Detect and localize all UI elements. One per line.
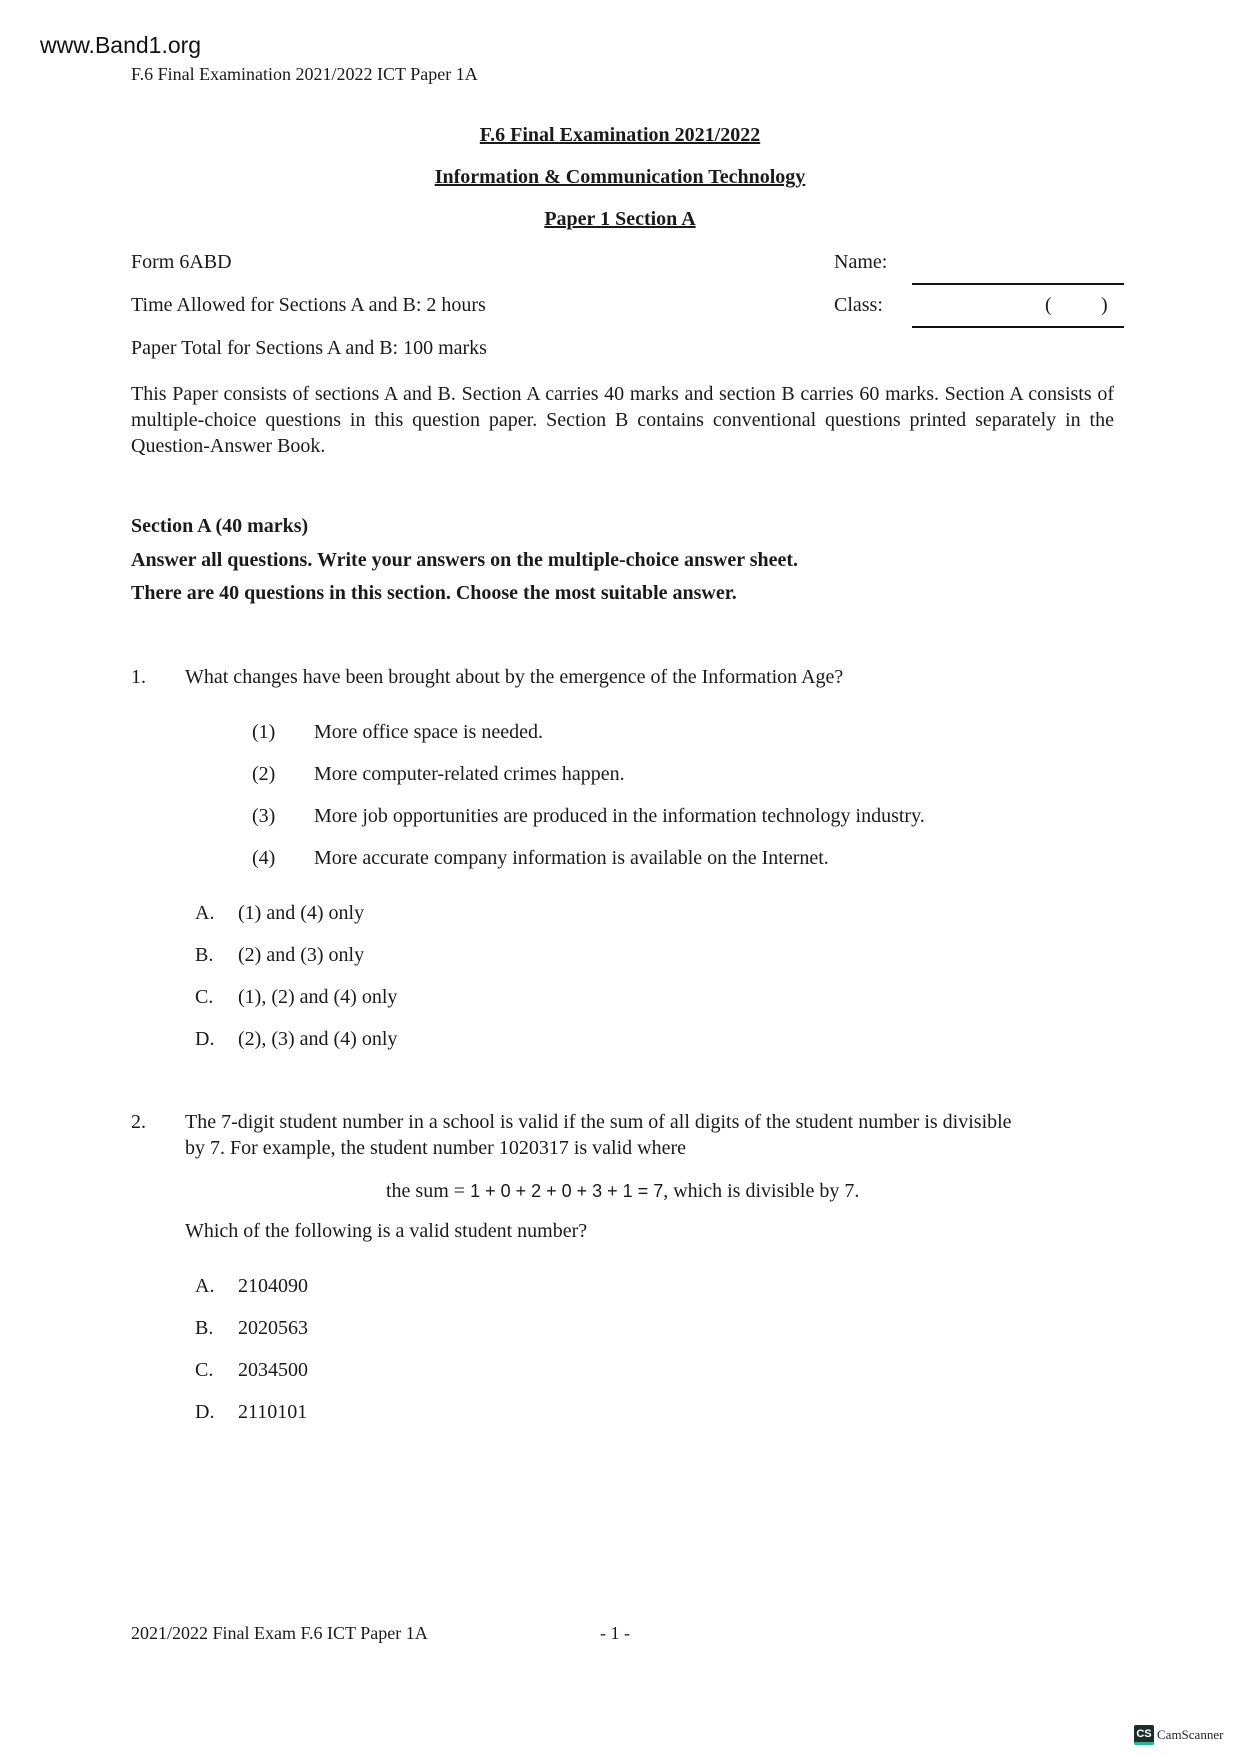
option-letter: B. (195, 1317, 214, 1339)
question-text-line-1: The 7-digit student number in a school is valid if the sum of all digits of the student number is divisible (185, 1111, 1012, 1133)
section-instruction-1: Answer all questions. Write your answers on the multiple-choice answer sheet. (131, 549, 799, 571)
intro-paragraph: This Paper consists of sections A and B. Section A carries 40 marks and section B carries 60 marks. Section A consists of multiple-choice questions in this question paper. Section B contains conventional questions printed separately in the Question-Answer Book. (131, 383, 1114, 457)
option-letter: B. (195, 944, 214, 966)
statement-text: More job opportunities are produced in the information technology industry. (314, 805, 925, 827)
statement-text: More computer-related crimes happen. (314, 763, 625, 785)
option-text: (2), (3) and (4) only (238, 1028, 398, 1050)
example-expression: 1 + 0 + 2 + 0 + 3 + 1 = 7 (470, 1181, 664, 1201)
section-heading: Section A (40 marks) (131, 515, 309, 537)
option-letter: D. (195, 1401, 215, 1423)
option-text: 2110101 (238, 1401, 308, 1423)
class-label: Class: (834, 294, 883, 316)
option-text: 2104090 (238, 1275, 308, 1297)
class-field[interactable] (912, 326, 1124, 328)
option-text: (2) and (3) only (238, 944, 365, 966)
example-prefix: the sum = (386, 1180, 471, 1202)
form-label: Form 6ABD (131, 251, 232, 273)
class-number-close-paren: ) (1101, 294, 1108, 316)
statement-label: (4) (252, 847, 276, 869)
name-field[interactable] (912, 283, 1124, 285)
camscanner-label: CamScanner (1157, 1727, 1224, 1742)
footer-text: 2021/2022 Final Exam F.6 ICT Paper 1A (131, 1623, 428, 1643)
watermark: www.Band1.org (40, 32, 202, 58)
option-letter: A. (195, 1275, 215, 1297)
name-label: Name: (834, 251, 888, 273)
example-suffix: , which is divisible by 7. (663, 1180, 860, 1202)
camscanner-logo-icon: CS (1134, 1725, 1154, 1745)
page-number: - 1 - (600, 1623, 630, 1643)
option-text: 2034500 (238, 1359, 308, 1381)
question-number: 1. (131, 666, 146, 688)
question-number: 2. (131, 1111, 146, 1133)
option-letter: A. (195, 902, 215, 924)
statement-text: More accurate company information is available on the Internet. (314, 847, 829, 869)
paper-title: Paper 1 Section A (544, 208, 696, 230)
statement-text: More office space is needed. (314, 721, 543, 743)
question-text: What changes have been brought about by the emergence of the Information Age? (185, 666, 844, 688)
section-instruction-2: There are 40 questions in this section. Choose the most suitable answer. (131, 582, 737, 604)
class-number-open-paren: ( (1045, 294, 1052, 316)
statement-label: (1) (252, 721, 276, 743)
time-allowed: Time Allowed for Sections A and B: 2 hours (131, 294, 486, 316)
option-letter: C. (195, 986, 214, 1008)
option-text: (1), (2) and (4) only (238, 986, 398, 1008)
option-text: (1) and (4) only (238, 902, 365, 924)
statement-label: (3) (252, 805, 276, 827)
subject-title: Information & Communication Technology (434, 166, 806, 188)
question-text-line-2: by 7. For example, the student number 1020317 is valid where (185, 1137, 687, 1159)
paper-total: Paper Total for Sections A and B: 100 marks (131, 337, 487, 359)
example-line (386, 1180, 859, 1203)
question-prompt: Which of the following is a valid student number? (185, 1220, 588, 1242)
exam-title: F.6 Final Examination 2021/2022 (479, 124, 761, 146)
option-letter: D. (195, 1028, 215, 1050)
statement-label: (2) (252, 763, 276, 785)
option-letter: C. (195, 1359, 214, 1381)
option-text: 2020563 (238, 1317, 308, 1339)
camscanner-watermark (1134, 1725, 1223, 1745)
running-header: F.6 Final Examination 2021/2022 ICT Paper 1A (131, 64, 478, 84)
